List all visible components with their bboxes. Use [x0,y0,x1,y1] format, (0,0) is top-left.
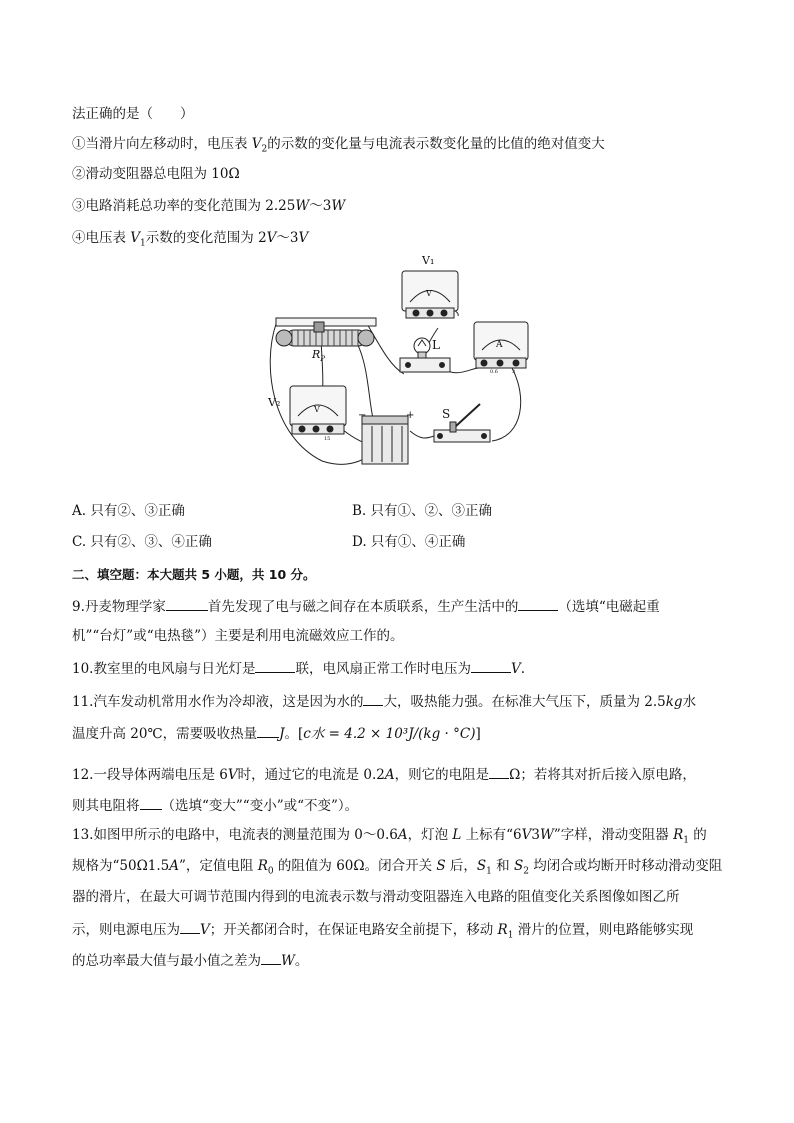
rheostat [276,318,376,346]
q12-line-2: 则其电阻将 （选填“变大”“变小”或“不变”）。 [72,795,358,815]
blank[interactable] [255,658,295,673]
battery [362,416,408,464]
voltmeter-v2 [290,386,346,442]
label-l: L [432,338,440,352]
svg-text:0.6: 0.6 [490,369,498,375]
q8-statement-3: ③电路消耗总功率的变化范围为 2.25W～3W [72,198,346,214]
blank[interactable] [140,795,162,810]
q13-line-3: 器的滑片，在最大可调节范围内得到的电流表示数与滑动变阻器连入电路的阻值变化关系图像如图乙所 [72,889,680,905]
svg-text:15: 15 [324,436,331,442]
q13-line-4: 示，则电源电压为 V；开关都闭合时，在保证电路安全前提下，移动 $R_1$ 滑片的位置，则电路能够实现 [72,919,693,945]
section-heading: 二、填空题：本大题共 5 小题，共 10 分。 [72,567,316,582]
q8-statement-2: ②滑动变阻器总电阻为 10Ω [72,166,240,182]
label-v2: V₂ [268,396,281,409]
label-s: S [442,407,451,421]
svg-text:A: A [496,340,503,350]
q13-line-5: 的总功率最大值与最小值之差为 W。 [72,950,308,970]
q10-line: 10.教室里的电风扇与日光灯是 联，电风扇正常工作时电压为 V. [72,658,525,678]
voltmeter-v1 [402,271,458,318]
q11-line-1: 11.汽车发动机常用水作为冷却液，这是因为水的 大，吸热能力强。在标准大气压下，质量为 2.5kg水 [72,691,696,711]
q13-line-2: 规格为“50Ω1.5A”，定值电阻 $R_0$ 的阻值为 60Ω。闭合开关 S 后，$S_1$ 和 $S_2$ 均闭合或均断开时移动滑动变阻 [72,858,723,877]
wire [410,431,434,438]
option-a[interactable]: A. 只有②、③正确 [72,503,185,519]
blank[interactable] [261,950,281,965]
q8-stem-end: 法正确的是（ ） [72,106,194,122]
q9-line-1: 9.丹麦物理学家 首先发现了电与磁之间存在本质联系，生产生活中的 （选填“电磁起重 [72,596,660,616]
svg-text:V: V [426,289,432,298]
q12-line-1: 12.一段导体两端电压是 6V时，通过它的电流是 0.2A，则它的电阻是 Ω；若将其对折后接入原电路， [72,764,696,784]
blank[interactable] [518,596,558,611]
q8-statement-4: ④电压表 $V_1$示数的变化范围为 2V～3V [72,230,309,249]
q8-statement-1: ①当滑片向左移动时，电压表 $V_2$的示数的变化量与电流表示数变化量的比值的绝对值变大 [72,136,605,155]
label-v1: V₁ [422,254,435,267]
q11-line-2: 温度升高 20℃，需要吸收热量 J。[c水 = 4.2 × 10³J/(kg · °C)] [72,723,481,743]
lamp-l [400,338,450,372]
blank[interactable] [489,764,509,779]
svg-text:V: V [314,405,320,414]
blank[interactable] [257,723,279,738]
option-b[interactable]: B. 只有①、②、③正确 [352,503,493,519]
label-rp: $R_P$ [312,348,326,363]
blank[interactable] [471,658,511,673]
option-d[interactable]: D. 只有①、④正确 [352,534,466,550]
svg-text:3: 3 [512,369,516,375]
battery-plus: + [406,410,415,421]
q9-line-2: 机”“台灯”或“电热毯”）主要是利用电流磁效应工作的。 [72,628,404,644]
battery-minus: − [358,410,367,421]
q13-line-1: 13.如图甲所示的电路中，电流表的测量范围为 0～0.6A，灯泡 L 上标有“6V3W”字样，滑动变阻器 $R_1$ 的 [72,827,707,846]
blank[interactable] [166,596,208,611]
wire [366,322,404,374]
option-c[interactable]: C. 只有②、③、④正确 [72,534,212,550]
blank[interactable] [363,691,383,706]
blank[interactable] [180,919,200,934]
wire [492,368,521,441]
circuit-figure [262,246,532,471]
ammeter-a [474,322,528,375]
